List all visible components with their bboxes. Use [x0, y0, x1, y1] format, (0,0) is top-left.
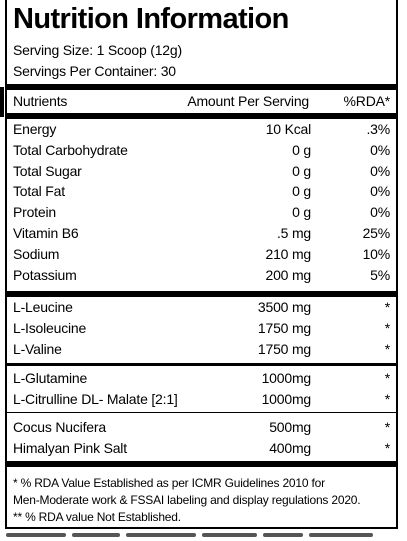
- nutrition-panel: [5, 0, 398, 529]
- group-separator-rule: [7, 412, 396, 413]
- nutrient-row: [7, 417, 396, 437]
- nutrient-rda: 5%: [370, 266, 390, 283]
- nutrient-row: [7, 140, 396, 160]
- group-separator-rule: [7, 461, 396, 467]
- nutrient-amount: 1000mg: [261, 390, 311, 407]
- nutrient-name: Cocus Nucifera: [13, 419, 106, 435]
- nutrient-rda: *: [384, 390, 390, 407]
- nutrient-name: Himalyan Pink Salt: [13, 439, 127, 456]
- nutrient-amount: 0 g: [292, 162, 311, 179]
- footnote-3: ** % RDA value Not Established.: [13, 510, 181, 524]
- nutrient-name: L-Citrulline DL- Malate [2:1]: [13, 390, 178, 407]
- nutrient-row: [7, 181, 396, 201]
- nutrient-rda: *: [384, 319, 390, 336]
- nutrient-amount: 1750 mg: [257, 340, 311, 357]
- nutrient-row: [7, 244, 396, 264]
- nutrient-row: [7, 368, 396, 388]
- label-title: Nutrition Information: [13, 3, 289, 35]
- header-amount: Amount Per Serving: [187, 93, 309, 109]
- nutrient-name: Total Carbohydrate: [13, 141, 128, 158]
- nutrient-row: [7, 339, 396, 359]
- footnote-2: Men-Moderate work & FSSAI labeling and display regulations 2020.: [13, 493, 361, 507]
- header-rda: %RDA*: [343, 93, 390, 109]
- group-separator-rule: [7, 291, 396, 297]
- nutrient-rda: 0%: [370, 183, 390, 200]
- nutrient-row: [7, 223, 396, 243]
- nutrient-row: [7, 119, 396, 139]
- nutrient-amount: 0 g: [292, 183, 311, 200]
- nutrient-rda: *: [384, 419, 390, 435]
- nutrient-name: Potassium: [13, 266, 77, 283]
- nutrient-row: [7, 161, 396, 181]
- nutrient-rda: .3%: [366, 121, 390, 137]
- cropped-text-strip: [0, 531, 407, 541]
- nutrient-row: [7, 297, 396, 317]
- nutrient-amount: 210 mg: [265, 245, 311, 262]
- nutrient-name: Total Sugar: [13, 162, 82, 179]
- nutrient-name: L-Glutamine: [13, 370, 88, 386]
- nutrient-rda: *: [384, 299, 390, 315]
- header-nutrients: Nutrients: [13, 93, 68, 109]
- nutrient-amount: 200 mg: [265, 266, 311, 283]
- servings-per-container: Servings Per Container: 30: [13, 63, 176, 79]
- nutrient-rda: 0%: [370, 204, 390, 221]
- nutrient-amount: .5 mg: [276, 225, 311, 241]
- left-edge-mark: [0, 87, 4, 117]
- nutrient-name: Energy: [13, 121, 57, 137]
- group-separator-rule: [7, 363, 396, 366]
- nutrient-row: [7, 438, 396, 458]
- nutrient-name: L-Isoleucine: [13, 319, 87, 336]
- nutrient-amount: 0 g: [292, 204, 311, 221]
- nutrient-rda: *: [384, 340, 390, 357]
- nutrient-rda: 0%: [370, 162, 390, 179]
- nutrient-amount: 400mg: [269, 439, 311, 456]
- nutrient-amount: 0 g: [292, 141, 311, 158]
- nutrient-row: [7, 389, 396, 409]
- nutrient-name: L-Valine: [13, 340, 62, 357]
- nutrient-name: Total Fat: [13, 183, 65, 200]
- nutrient-amount: 500mg: [269, 419, 311, 435]
- nutrient-amount: 1750 mg: [257, 319, 311, 336]
- nutrient-amount: 1000mg: [261, 370, 311, 386]
- header-top-rule: [7, 84, 396, 90]
- column-header-row: [7, 91, 396, 111]
- nutrient-row: [7, 265, 396, 285]
- serving-size: Serving Size: 1 Scoop (12g): [13, 42, 182, 58]
- nutrient-row: [7, 202, 396, 222]
- nutrient-rda: *: [384, 370, 390, 386]
- footnote-1: * % RDA Value Established as per ICMR Guidelines 2010 for: [13, 476, 325, 490]
- nutrient-amount: 10 Kcal: [265, 121, 311, 137]
- nutrient-amount: 3500 mg: [257, 299, 311, 315]
- nutrient-name: Sodium: [13, 245, 60, 262]
- nutrient-rda: 25%: [362, 225, 390, 241]
- nutrient-name: L-Leucine: [13, 299, 73, 315]
- nutrient-rda: 0%: [370, 141, 390, 158]
- nutrient-rda: 10%: [362, 245, 390, 262]
- nutrient-rda: *: [384, 439, 390, 456]
- nutrient-name: Protein: [13, 204, 56, 221]
- nutrient-name: Vitamin B6: [13, 225, 79, 241]
- nutrient-row: [7, 318, 396, 338]
